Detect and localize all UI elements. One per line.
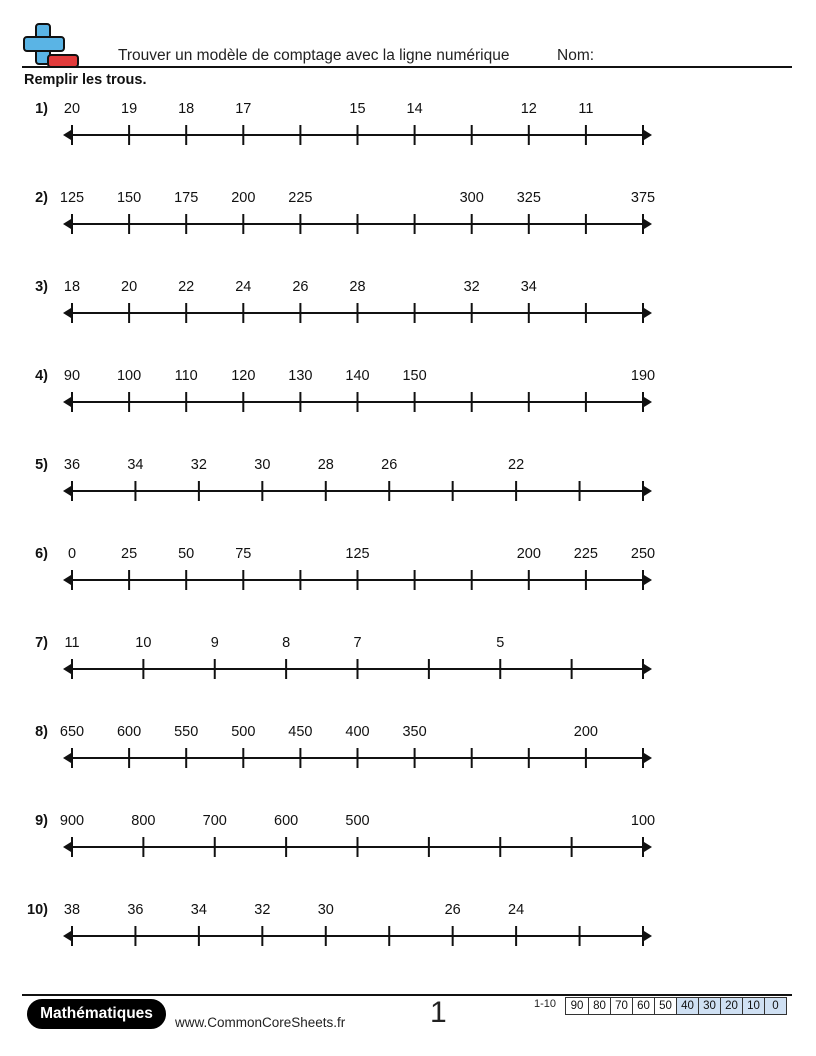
left-arrow-icon xyxy=(63,486,71,496)
problem-number: 8) xyxy=(35,724,48,740)
page-number: 1 xyxy=(430,996,447,1029)
tick-label: 18 xyxy=(63,279,81,295)
problem-7 xyxy=(0,635,816,705)
worksheet-title: Trouver un modèle de comptage avec la ligne numérique xyxy=(118,47,510,64)
tick-label: 200 xyxy=(573,724,598,740)
tick-label: 50 xyxy=(178,546,195,562)
instructions: Remplir les trous. xyxy=(24,72,147,88)
tick-label: 34 xyxy=(520,279,537,295)
tick-label: 225 xyxy=(573,546,598,562)
tick-label: 100 xyxy=(630,813,656,829)
right-arrow-icon xyxy=(644,397,652,407)
tick-label: 19 xyxy=(121,101,138,117)
site-url: www.CommonCoreSheets.fr xyxy=(175,1015,346,1030)
tick-label: 24 xyxy=(508,902,525,918)
tick-label: 26 xyxy=(444,902,461,918)
tick-label: 28 xyxy=(317,457,334,473)
problem-4 xyxy=(0,368,816,438)
left-arrow-icon xyxy=(63,753,71,763)
tick-label: 450 xyxy=(288,724,313,740)
score-cell: 90 xyxy=(570,1000,584,1012)
number-line xyxy=(0,635,816,685)
tick-label: 5 xyxy=(496,635,505,651)
tick-label: 125 xyxy=(59,190,85,206)
tick-label: 200 xyxy=(231,190,256,206)
problem-number: 2) xyxy=(35,190,48,206)
tick-label: 14 xyxy=(406,101,423,117)
left-arrow-icon xyxy=(63,842,71,852)
number-line xyxy=(0,368,816,418)
left-arrow-icon xyxy=(63,219,71,229)
tick-label: 350 xyxy=(402,724,427,740)
tick-label: 8 xyxy=(282,635,291,651)
right-arrow-icon xyxy=(644,664,652,674)
score-cell: 30 xyxy=(698,998,720,1014)
tick-label: 30 xyxy=(254,457,271,473)
score-cell: 50 xyxy=(654,998,676,1014)
right-arrow-icon xyxy=(644,308,652,318)
number-line xyxy=(0,101,816,151)
tick-label: 90 xyxy=(63,368,81,384)
problem-number: 5) xyxy=(35,457,48,473)
tick-label: 20 xyxy=(121,279,138,295)
problem-3 xyxy=(0,279,816,349)
problem-1 xyxy=(0,101,816,171)
right-arrow-icon xyxy=(644,575,652,585)
tick-label: 190 xyxy=(630,368,656,384)
problem-2 xyxy=(0,190,816,260)
tick-label: 7 xyxy=(353,635,362,651)
number-line xyxy=(0,279,816,329)
left-arrow-icon xyxy=(63,931,71,941)
left-arrow-icon xyxy=(63,308,71,318)
problem-number: 4) xyxy=(35,368,48,384)
tick-label: 9 xyxy=(210,635,219,651)
tick-label: 10 xyxy=(135,635,152,651)
right-arrow-icon xyxy=(644,753,652,763)
tick-label: 34 xyxy=(127,457,144,473)
tick-label: 150 xyxy=(116,190,142,206)
tick-label: 225 xyxy=(288,190,313,206)
problem-8 xyxy=(0,724,816,794)
tick-label: 600 xyxy=(274,813,299,829)
left-arrow-icon xyxy=(63,575,71,585)
tick-label: 11 xyxy=(578,101,594,117)
tick-label: 22 xyxy=(508,457,525,473)
tick-label: 325 xyxy=(516,190,541,206)
tick-label: 550 xyxy=(174,724,199,740)
number-line xyxy=(0,724,816,774)
tick-label: 700 xyxy=(202,813,227,829)
score-cell: 10 xyxy=(742,998,764,1014)
problem-number: 7) xyxy=(35,635,48,651)
right-arrow-icon xyxy=(644,486,652,496)
problem-number: 10) xyxy=(27,902,48,918)
tick-label: 18 xyxy=(178,101,195,117)
tick-label: 200 xyxy=(516,546,541,562)
tick-label: 800 xyxy=(131,813,156,829)
score-range-label: 1-10 xyxy=(534,998,557,1010)
tick-label: 24 xyxy=(235,279,252,295)
score-cell: 80 xyxy=(588,998,610,1014)
tick-label: 36 xyxy=(63,457,81,473)
tick-label: 32 xyxy=(463,279,480,295)
right-arrow-icon xyxy=(644,842,652,852)
subject-label: Mathématiques xyxy=(40,1005,153,1022)
tick-label: 125 xyxy=(345,546,370,562)
tick-label: 26 xyxy=(381,457,398,473)
number-line xyxy=(0,902,816,952)
tick-label: 28 xyxy=(349,279,366,295)
tick-label: 375 xyxy=(630,190,656,206)
tick-label: 17 xyxy=(235,101,252,117)
tick-label: 75 xyxy=(235,546,252,562)
tick-label: 900 xyxy=(59,813,85,829)
left-arrow-icon xyxy=(63,664,71,674)
tick-label: 140 xyxy=(345,368,370,384)
tick-label: 130 xyxy=(288,368,313,384)
tick-label: 600 xyxy=(116,724,142,740)
tick-label: 175 xyxy=(174,190,199,206)
number-line xyxy=(0,190,816,240)
tick-label: 500 xyxy=(231,724,256,740)
tick-label: 38 xyxy=(63,902,81,918)
problem-5 xyxy=(0,457,816,527)
tick-label: 120 xyxy=(231,368,256,384)
problem-number: 3) xyxy=(35,279,48,295)
tick-label: 300 xyxy=(459,190,484,206)
score-cell: 0 xyxy=(764,998,786,1014)
score-cell: 60 xyxy=(632,998,654,1014)
problem-9 xyxy=(0,813,816,883)
subject-badge xyxy=(27,999,166,1029)
score-cell: 20 xyxy=(720,998,742,1014)
tick-label: 250 xyxy=(630,546,656,562)
number-line xyxy=(0,546,816,596)
tick-label: 34 xyxy=(190,902,207,918)
tick-label: 32 xyxy=(254,902,271,918)
tick-label: 150 xyxy=(402,368,427,384)
tick-label: 32 xyxy=(190,457,207,473)
score-table xyxy=(565,997,787,1015)
tick-label: 30 xyxy=(317,902,334,918)
right-arrow-icon xyxy=(644,219,652,229)
score-cell: 40 xyxy=(676,998,698,1014)
left-arrow-icon xyxy=(63,130,71,140)
right-arrow-icon xyxy=(644,931,652,941)
problem-number: 6) xyxy=(35,546,48,562)
tick-label: 400 xyxy=(345,724,370,740)
tick-label: 100 xyxy=(116,368,142,384)
tick-label: 36 xyxy=(127,902,144,918)
number-line xyxy=(0,457,816,507)
footer-divider xyxy=(22,994,792,996)
tick-label: 0 xyxy=(67,546,77,562)
tick-label: 11 xyxy=(64,635,80,651)
score-cell: 70 xyxy=(610,998,632,1014)
tick-label: 22 xyxy=(178,279,195,295)
right-arrow-icon xyxy=(644,130,652,140)
problem-number: 9) xyxy=(35,813,48,829)
tick-label: 500 xyxy=(345,813,370,829)
problem-number: 1) xyxy=(35,101,48,117)
problem-6 xyxy=(0,546,816,616)
tick-label: 26 xyxy=(292,279,309,295)
tick-label: 650 xyxy=(59,724,85,740)
tick-label: 25 xyxy=(121,546,138,562)
tick-label: 110 xyxy=(174,368,198,384)
tick-label: 15 xyxy=(349,101,366,117)
tick-label: 12 xyxy=(520,101,537,117)
number-line xyxy=(0,813,816,863)
left-arrow-icon xyxy=(63,397,71,407)
tick-label: 20 xyxy=(63,101,81,117)
problem-10 xyxy=(0,902,816,972)
name-label: Nom: xyxy=(557,47,595,64)
